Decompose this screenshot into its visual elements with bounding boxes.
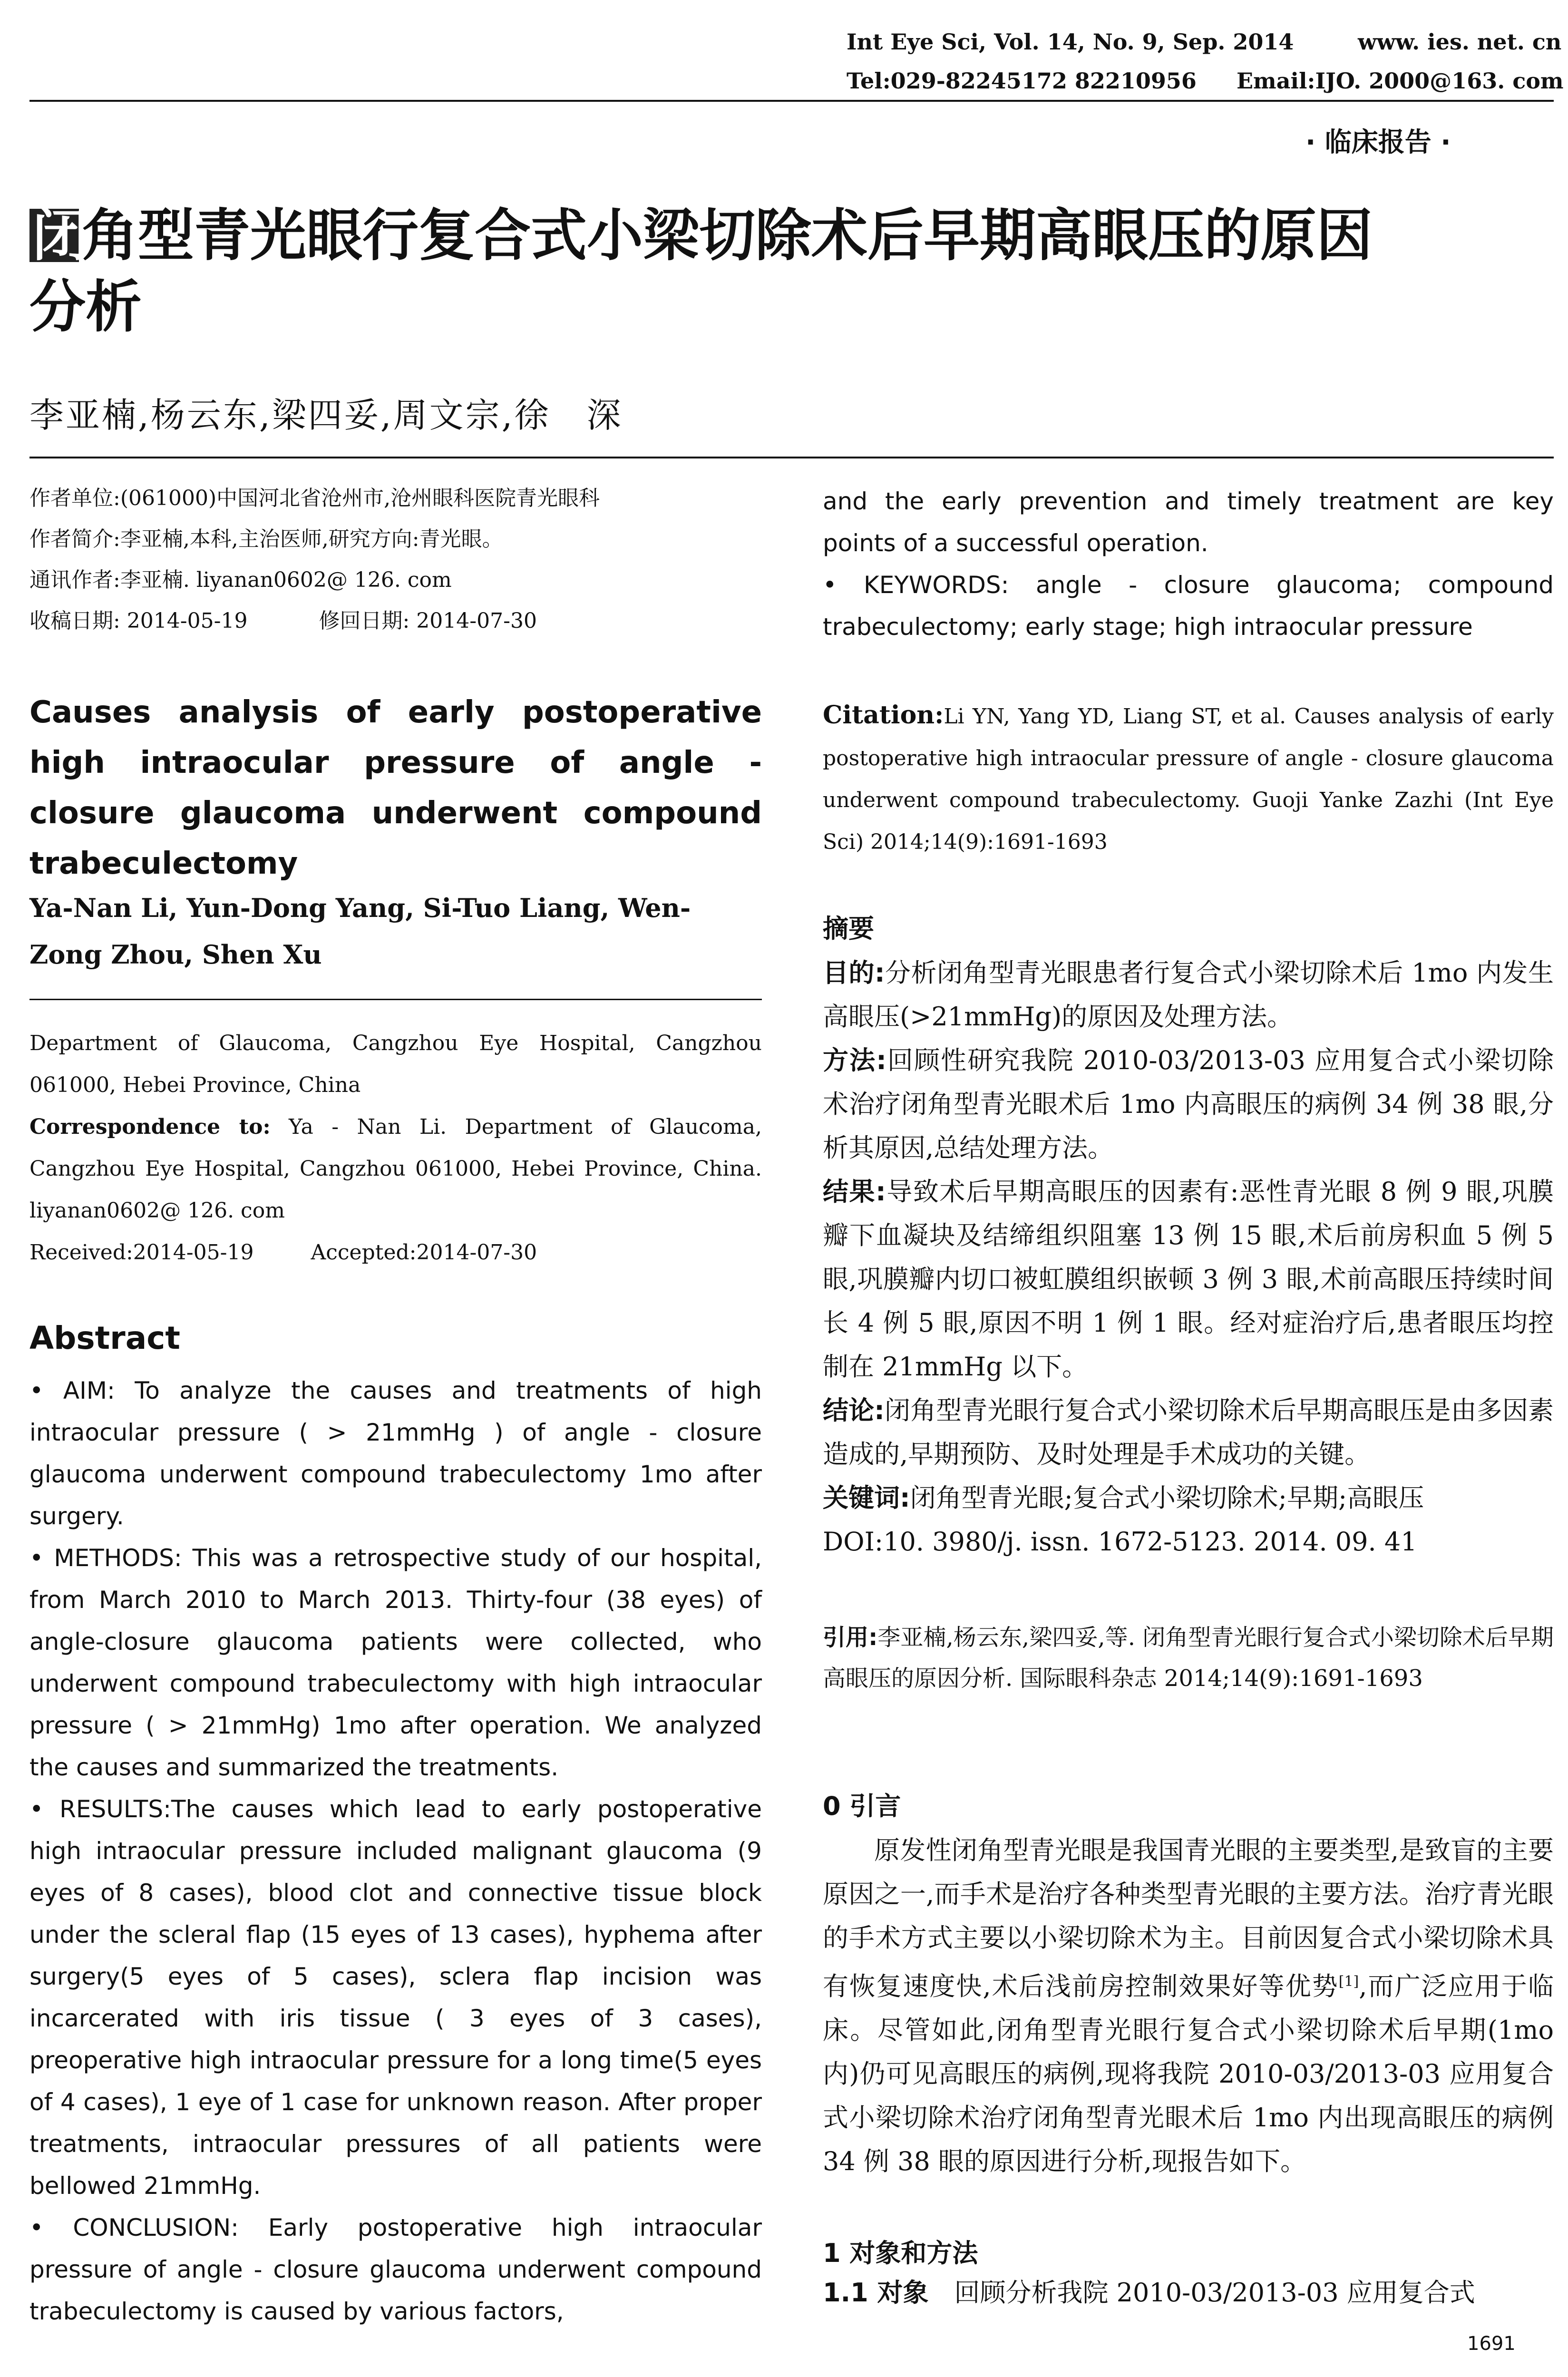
abstract-cn-methods-label: 方法: xyxy=(823,1045,886,1075)
abstract-keywords: • KEYWORDS: angle - closure glaucoma; compound trabeculectomy; early stage; high intraocular pressure xyxy=(823,571,1554,641)
authors-cn: 李亚楠,杨云东,梁四妥,周文宗,徐 深 xyxy=(29,395,623,435)
intro-text-2: ,而广泛应用于临床。尽管如此,闭角型青光眼行复合式小梁切除术后早期(1mo 内)仍可见高眼压的病例,现将我院 2010-03/2013-03 应用复合式小梁切除术治疗闭角型青光眼术后 1mo 内出现高眼压的病例 34 例 38 眼的原因进行分析,现报告如下。 xyxy=(823,1971,1554,2176)
citation-en-label: Citation: xyxy=(823,701,944,730)
abstract-cn-results-text: 导致术后早期高眼压的因素有:恶性青光眼 8 例 9 眼,巩膜瓣下血凝块及结缔组织阻塞 13 例 15 眼,术后前房积血 5 例 5 眼,巩膜瓣内切口被虹膜组织嵌顿 3 例 3 眼,术前高眼压持续时间长 4 例 5 眼,原因不明 1 例 1 眼。经对症治疗后,患者眼压均控制在 21mmHg 以下。 xyxy=(823,1177,1554,1382)
english-accepted: Accepted:2014-07-30 xyxy=(311,1240,537,1265)
intro-ref: [1] xyxy=(1338,1973,1359,1990)
intro-heading: 0 引言 xyxy=(823,1791,901,1821)
intro-text-1: 原发性闭角型青光眼是我国青光眼的主要类型,是致盲的主要原因之一,而手术是治疗各种类型青光眼的主要方法。治疗青光眼的手术方式主要以小梁切除术为主。目前因复合式小梁切除术具有恢复速度快,术后浅前房控制效果好等优势 xyxy=(823,1835,1554,2001)
abstract-body-cont xyxy=(823,480,1554,648)
correspondence-label: Correspondence to: xyxy=(29,1115,271,1139)
journal-email: Email:IJO. 2000@163. com xyxy=(1237,68,1564,94)
abstract-cn-results xyxy=(823,1170,1554,1389)
received-date: 收稿日期: 2014-05-19 xyxy=(29,609,248,633)
title-boxed-char: 闭 xyxy=(29,209,79,262)
abstract-body xyxy=(29,1370,762,2332)
header-rule xyxy=(29,100,1554,102)
abstract-methods: • METHODS: This was a retrospective study of our hospital, from March 2010 to March 2013. Thirty-four (38 eyes) of angle-closure glaucoma patients were collected, who underwent compound trabeculectomy with high intraocular pressure ( > 21mmHg) 1mo after operation. We analyzed the causes and summarized the treatments. xyxy=(29,1544,762,1781)
english-authors: Ya-Nan Li, Yun-Dong Yang, Si-Tuo Liang, Wen-Zong Zhou, Shen Xu xyxy=(29,893,691,970)
journal-issue: Int Eye Sci, Vol. 14, No. 9, Sep. 2014 xyxy=(847,29,1294,55)
abstract-cn-aim-label: 目的: xyxy=(823,958,885,988)
correspondence-text: Ya - Nan Li. Department of Glaucoma, Cangzhou Eye Hospital, Cangzhou 061000, Hebei Province, China. liyanan0602@ 126. com xyxy=(29,1115,762,1223)
abstract-cn-conclusion-label: 结论: xyxy=(823,1395,885,1425)
section-label: · 临床报告 · xyxy=(1305,127,1451,158)
author-info xyxy=(29,478,771,642)
abstract-cn-keywords xyxy=(823,1476,1554,1520)
methods-heading: 1 对象和方法 xyxy=(823,2238,978,2268)
revised-date: 修回日期: 2014-07-30 xyxy=(319,609,537,633)
title-line-1 xyxy=(29,200,1554,271)
citation-cn xyxy=(823,1617,1554,1699)
abstract-cn-methods-text: 回顾性研究我院 2010-03/2013-03 应用复合式小梁切除术治疗闭角型青光眼术后 1mo 内高眼压的病例 34 例 38 眼,分析其原因,总结处理方法。 xyxy=(823,1045,1554,1163)
english-dates xyxy=(29,1232,762,1274)
journal-tel: Tel:029-82245172 82210956 xyxy=(847,68,1197,94)
abstract-cn-body xyxy=(823,951,1554,1564)
citation-cn-text: 李亚楠,杨云东,梁四妥,等. 闭角型青光眼行复合式小梁切除术后早期高眼压的原因分析. 国际眼科杂志 2014;14(9):1691-1693 xyxy=(823,1624,1554,1692)
author-bio: 作者简介:李亚楠,本科,主治医师,研究方向:青光眼。 xyxy=(29,527,503,551)
english-authors-rule xyxy=(29,999,762,1000)
citation-en-text: Li YN, Yang YD, Liang ST, et al. Causes analysis of early postoperative high intraocular pressure of angle - closure glaucoma underwent compound trabeculectomy. Guoji Yanke Zazhi (Int Eye Sci) 2014;14(9):1691-1693 xyxy=(823,704,1554,854)
authors-rule xyxy=(29,457,1554,458)
journal-website: www. ies. net. cn xyxy=(1358,29,1562,55)
abstract-aim: • AIM: To analyze the causes and treatments of high intraocular pressure ( > 21mmHg ) of angle - closure glaucoma underwent compound trabeculectomy 1mo after surgery. xyxy=(29,1377,762,1530)
methods-sub-label: 1.1 对象 xyxy=(823,2278,929,2308)
intro-body xyxy=(823,1829,1554,2183)
english-title: Causes analysis of early postoperative high intraocular pressure of angle - closure glaucoma underwent compound trabeculectomy xyxy=(29,695,762,881)
author-correspondence: 通讯作者:李亚楠. liyanan0602@ 126. com xyxy=(29,568,452,592)
received-revised xyxy=(29,601,771,642)
citation-en xyxy=(823,694,1554,863)
page-number: 1691 xyxy=(1467,2333,1516,2355)
author-unit: 作者单位:(061000)中国河北省沧州市,沧州眼科医院青光眼科 xyxy=(29,486,600,510)
abstract-cn-heading: 摘要 xyxy=(823,914,874,944)
methods-sub xyxy=(823,2271,1554,2315)
english-affiliation xyxy=(29,1023,762,1274)
title-line-2: 分析 xyxy=(29,274,142,340)
abstract-cn-conclusion xyxy=(823,1389,1554,1476)
abstract-conclusion: • CONCLUSION: Early postoperative high intraocular pressure of angle - closure glaucoma underwent compound trabeculectomy is caused by various factors, xyxy=(29,2214,762,2325)
abstract-cn-conclusion-text: 闭角型青光眼行复合式小梁切除术后早期高眼压是由多因素造成的,早期预防、及时处理是手术成功的关键。 xyxy=(823,1395,1554,1469)
abstract-cn-keywords-label: 关键词: xyxy=(823,1483,910,1513)
abstract-cn-aim xyxy=(823,951,1554,1039)
abstract-heading: Abstract xyxy=(29,1320,180,1356)
title-line1-text: 角型青光眼行复合式小梁切除术后早期高眼压的原因 xyxy=(82,203,1373,268)
methods-sub-text: 回顾分析我院 2010-03/2013-03 应用复合式 xyxy=(928,2278,1475,2308)
abstract-cn-doi: DOI:10. 3980/j. issn. 1672-5123. 2014. 09. 41 xyxy=(823,1527,1417,1557)
abstract-cn-results-label: 结果: xyxy=(823,1177,886,1207)
english-correspondence xyxy=(29,1106,762,1232)
abstract-results: • RESULTS:The causes which lead to early postoperative high intraocular pressure included malignant glaucoma (9 eyes of 8 cases), blood clot and connective tissue block under the scleral flap (15 eyes of 13 cases), hyphema after surgery(5 eyes of 5 cases), sclera flap incision was incarcerated with iris tissue ( 3 eyes of 3 cases), preoperative high intraocular pressure for a long time(5 eyes of 4 cases), 1 eye of 1 case for unknown reason. After proper treatments, intraocular pressures of all patients were bellowed 21mmHg. xyxy=(29,1795,762,2200)
citation-cn-label: 引用: xyxy=(823,1624,878,1651)
article-title xyxy=(29,200,1554,342)
intro-paragraph xyxy=(823,1829,1554,2183)
abstract-cn-aim-text: 分析闭角型青光眼患者行复合式小梁切除术后 1mo 内发生高眼压(>21mmHg)的原因及处理方法。 xyxy=(823,958,1554,1032)
abstract-conclusion-cont: and the early prevention and timely treatment are key points of a successful operation. xyxy=(823,487,1554,557)
abstract-cn-keywords-text: 闭角型青光眼;复合式小梁切除术;早期;高眼压 xyxy=(910,1483,1424,1513)
abstract-cn-methods xyxy=(823,1039,1554,1170)
english-department: Department of Glaucoma, Cangzhou Eye Hospital, Cangzhou 061000, Hebei Province, China xyxy=(29,1031,762,1097)
english-received: Received:2014-05-19 xyxy=(29,1240,254,1265)
